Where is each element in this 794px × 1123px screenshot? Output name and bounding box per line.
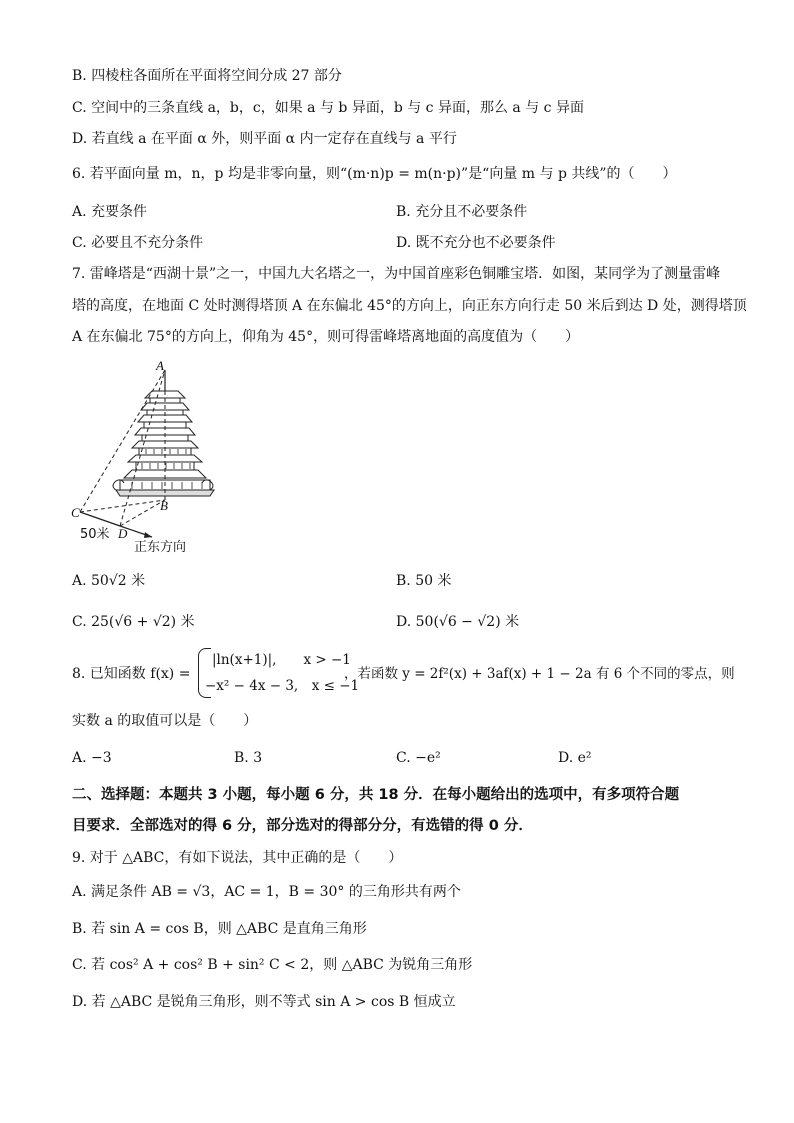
q9-option-d: D. 若 △ABC 是锐角三角形，则不等式 sin A > cos B 恒成立	[72, 994, 456, 1010]
q6-option-b: B. 充分且不必要条件	[396, 204, 528, 220]
q7-line-2: 塔的高度，在地面 C 处时测得塔顶 A 在东偏北 45°的方向上，向正东方向行走 50 米后到达 D 处，测得塔顶	[72, 298, 747, 314]
q6-option-a: A. 充要条件	[72, 204, 148, 220]
line-cb	[80, 500, 165, 512]
q8-option-b: B. 3	[234, 750, 263, 766]
q8-case-1: |ln(x+1)|, x > −1	[212, 652, 351, 668]
section-2-heading-line-1: 二、选择题：本题共 3 小题，每小题 6 分，共 18 分．在每小题给出的选项中，有多项符合题	[72, 787, 680, 803]
point-d-label: D	[118, 526, 128, 541]
q7-line-1: 7. 雷峰塔是“西湖十景”之一，中国九大名塔之一，为中国首座彩色铜雕宝塔．如图，某同学为了测量雷峰	[72, 266, 721, 282]
pagoda-figure	[71, 358, 222, 557]
point-a-label: A	[156, 358, 164, 373]
point-b-label: B	[160, 498, 168, 513]
q5-option-b: B. 四棱柱各面所在平面将空间分成 27 部分	[72, 68, 342, 84]
q8-option-d: D. e²	[558, 750, 592, 766]
q8-suffix: ，若函数 y = 2f²(x) + 3af(x) + 1 − 2a 有 6 个不同的零点，则	[344, 666, 735, 682]
q7-option-a: A. 50√2 米	[72, 573, 146, 589]
direction-label: 正东方向	[134, 540, 187, 555]
q7-option-b: B. 50 米	[396, 573, 452, 589]
q6-stem: 6. 若平面向量 m，n，p 均是非零向量，则“(m·n)p = m(n·p)”是“向量 m 与 p 共线”的（ ）	[72, 166, 677, 182]
q8-option-c: C. −e²	[396, 750, 441, 766]
q9-option-c: C. 若 cos² A + cos² B + sin² C < 2，则 △ABC 为锐角三角形	[72, 957, 473, 973]
q7-option-d: D. 50(√6 − √2) 米	[396, 614, 520, 630]
q7-line-3: A 在东偏北 75°的方向上，仰角为 45°，则可得雷峰塔离地面的高度值为（ ）	[72, 329, 580, 345]
distance-label: 50米	[80, 527, 110, 542]
section-2-heading-line-2: 目要求．全部选对的得 6 分，部分选对的得部分分，有选错的得 0 分．	[72, 818, 533, 834]
q5-option-d: D. 若直线 a 在平面 α 外，则平面 α 内一定存在直线与 a 平行	[72, 131, 457, 147]
q8-case-2: −x² − 4x − 3, x ≤ −1	[205, 678, 360, 694]
q6-option-c: C. 必要且不充分条件	[72, 235, 204, 251]
q9-stem: 9. 对于 △ABC，有如下说法，其中正确的是（ ）	[72, 850, 403, 866]
q5-option-c: C. 空间中的三条直线 a，b，c，如果 a 与 b 异面，b 与 c 异面，那么 a 与 c 异面	[72, 100, 584, 116]
q8-option-a: A. −3	[72, 750, 112, 766]
point-c-label: C	[71, 505, 80, 520]
q8-prefix: 8. 已知函数 f(x) =	[72, 666, 191, 682]
q8-line-2: 实数 a 的取值可以是（ ）	[72, 713, 258, 729]
q6-option-d: D. 既不充分也不必要条件	[396, 235, 556, 251]
q9-option-a: A. 满足条件 AB = √3，AC = 1，B = 30° 的三角形共有两个	[72, 884, 461, 900]
q7-option-c: C. 25(√6 + √2) 米	[72, 614, 195, 630]
q9-option-b: B. 若 sin A = cos B，则 △ABC 是直角三角形	[72, 921, 367, 937]
